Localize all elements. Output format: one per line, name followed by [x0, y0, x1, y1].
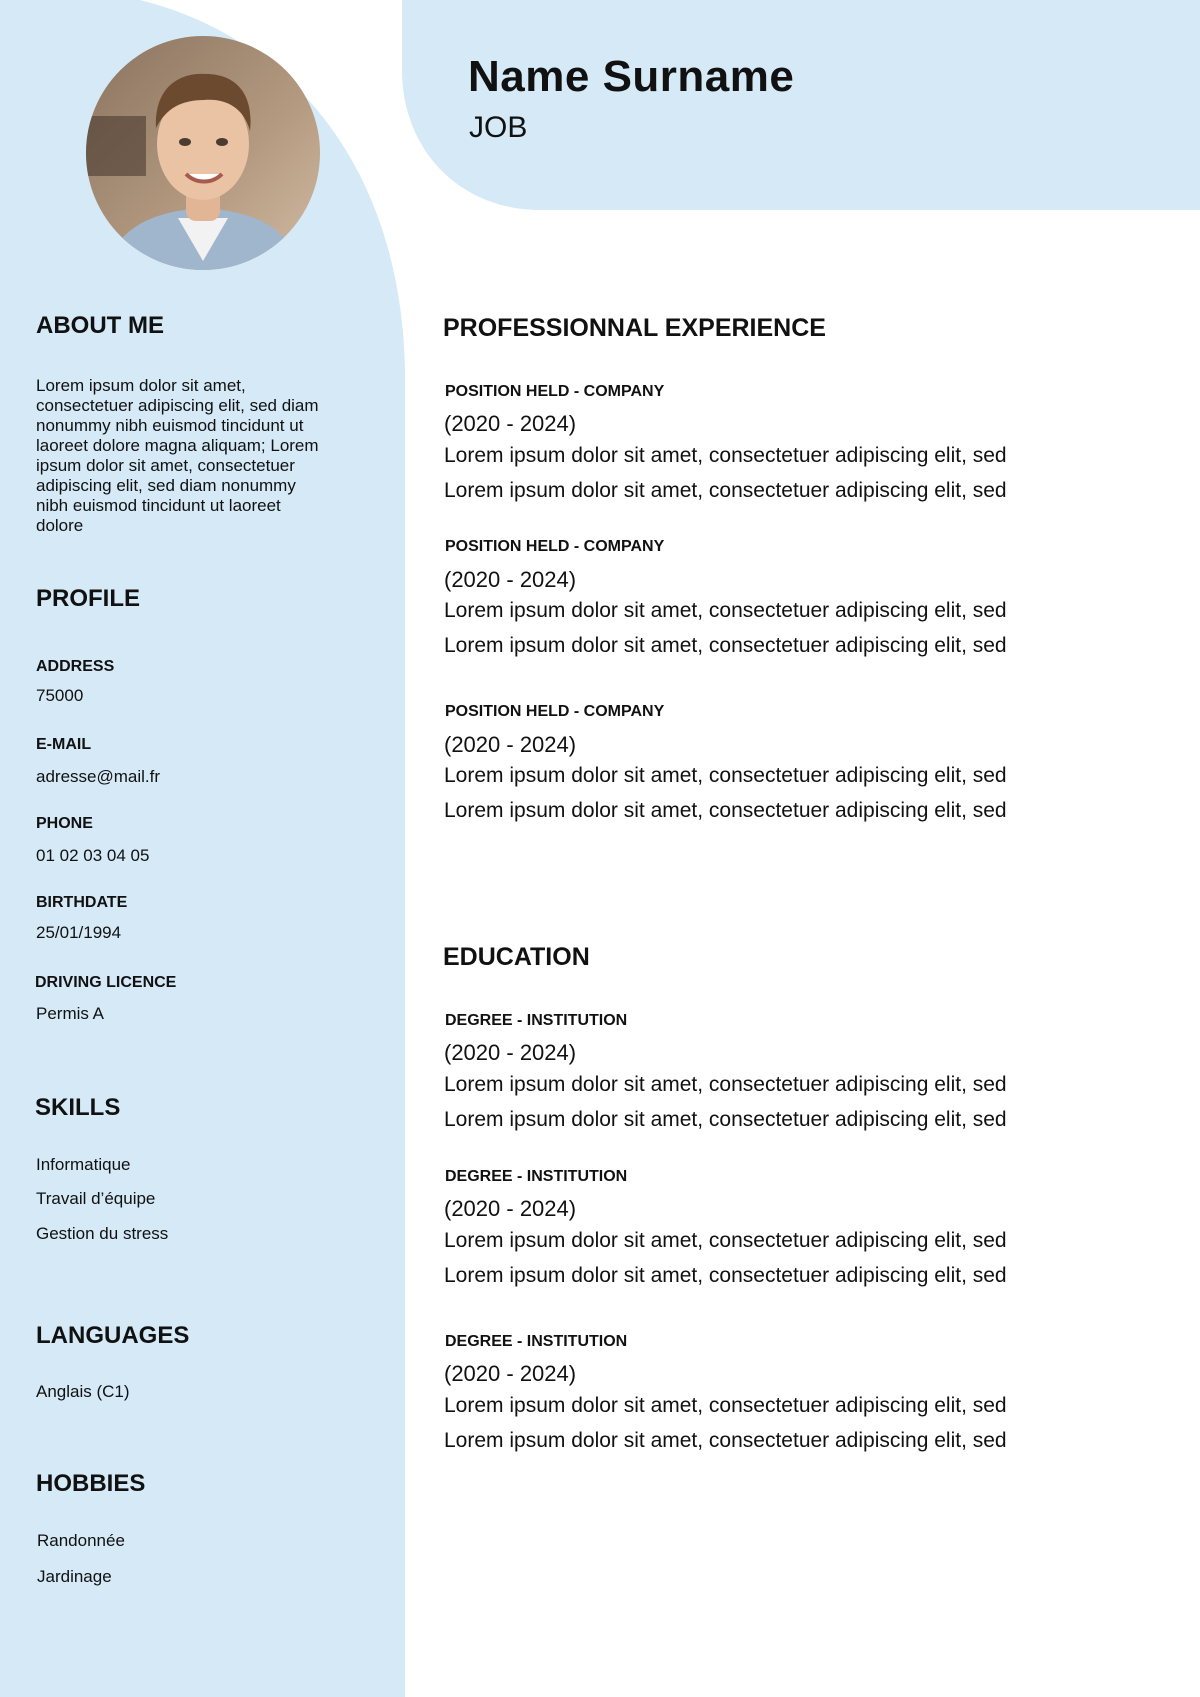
driving-licence-label: DRIVING LICENCE	[35, 974, 177, 991]
address-label: ADDRESS	[36, 658, 115, 675]
skills-heading: SKILLS	[35, 1094, 121, 1121]
driving-licence-value: Permis A	[36, 1004, 105, 1023]
candidate-name: Name Surname	[468, 52, 795, 101]
experience-entry-line: Lorem ipsum dolor sit amet, consectetuer adipiscing elit, sed	[444, 764, 1007, 787]
phone-value: 01 02 03 04 05	[36, 846, 150, 865]
languages-heading: LANGUAGES	[36, 1322, 190, 1349]
about-line: Lorem ipsum dolor sit amet,	[36, 376, 246, 395]
education-entry-date: (2020 - 2024)	[444, 1040, 577, 1065]
experience-entry-date: (2020 - 2024)	[444, 567, 577, 592]
education-entry-line: Lorem ipsum dolor sit amet, consectetuer adipiscing elit, sed	[444, 1264, 1007, 1287]
about-line: laoreet dolore magna aliquam; Lorem	[36, 436, 319, 455]
email-label: E-MAIL	[36, 736, 92, 753]
hobby-item: Jardinage	[37, 1567, 112, 1586]
job-title: JOB	[469, 111, 528, 144]
skill-item: Travail d’équipe	[36, 1189, 156, 1208]
language-item: Anglais (C1)	[36, 1382, 130, 1401]
birthdate-value: 25/01/1994	[36, 923, 122, 942]
about-heading: ABOUT ME	[36, 312, 164, 339]
avatar	[86, 36, 320, 270]
experience-entry-title: POSITION HELD - COMPANY	[445, 383, 665, 400]
education-entry-title: DEGREE - INSTITUTION	[445, 1012, 628, 1029]
education-entry-date: (2020 - 2024)	[444, 1196, 577, 1221]
hobby-item: Randonnée	[37, 1531, 125, 1550]
experience-entry-title: POSITION HELD - COMPANY	[445, 538, 665, 555]
address-value: 75000	[36, 686, 84, 705]
about-line: consectetuer adipiscing elit, sed diam	[36, 396, 319, 415]
phone-label: PHONE	[36, 815, 93, 832]
skill-item: Informatique	[36, 1155, 131, 1174]
about-text	[36, 376, 366, 536]
education-entry-line: Lorem ipsum dolor sit amet, consectetuer adipiscing elit, sed	[444, 1108, 1007, 1131]
about-line: nibh euismod tincidunt ut laoreet	[36, 496, 281, 515]
experience-entry-line: Lorem ipsum dolor sit amet, consectetuer adipiscing elit, sed	[444, 479, 1007, 502]
experience-entry-date: (2020 - 2024)	[444, 732, 577, 757]
about-line: ipsum dolor sit amet, consectetuer	[36, 456, 295, 475]
experience-entry-line: Lorem ipsum dolor sit amet, consectetuer adipiscing elit, sed	[444, 599, 1007, 622]
profile-heading: PROFILE	[36, 585, 141, 612]
header-panel	[402, 0, 1200, 210]
hobbies-heading: HOBBIES	[36, 1470, 146, 1497]
education-entry-date: (2020 - 2024)	[444, 1361, 577, 1386]
experience-entry-line: Lorem ipsum dolor sit amet, consectetuer adipiscing elit, sed	[444, 634, 1007, 657]
birthdate-label: BIRTHDATE	[36, 894, 128, 911]
experience-entry-line: Lorem ipsum dolor sit amet, consectetuer adipiscing elit, sed	[444, 799, 1007, 822]
education-entry-title: DEGREE - INSTITUTION	[445, 1333, 628, 1350]
education-entry-line: Lorem ipsum dolor sit amet, consectetuer adipiscing elit, sed	[444, 1229, 1007, 1252]
experience-heading: PROFESSIONNAL EXPERIENCE	[443, 314, 826, 342]
education-entry-line: Lorem ipsum dolor sit amet, consectetuer adipiscing elit, sed	[444, 1394, 1007, 1417]
education-entry-line: Lorem ipsum dolor sit amet, consectetuer adipiscing elit, sed	[444, 1073, 1007, 1096]
education-heading: EDUCATION	[443, 943, 590, 971]
skill-item: Gestion du stress	[36, 1224, 169, 1243]
email-value: adresse@mail.fr	[36, 767, 161, 786]
experience-entry-line: Lorem ipsum dolor sit amet, consectetuer adipiscing elit, sed	[444, 444, 1007, 467]
education-entry-title: DEGREE - INSTITUTION	[445, 1168, 628, 1185]
experience-entry-title: POSITION HELD - COMPANY	[445, 703, 665, 720]
education-entry-line: Lorem ipsum dolor sit amet, consectetuer adipiscing elit, sed	[444, 1429, 1007, 1452]
about-line: nonummy nibh euismod tincidunt ut	[36, 416, 304, 435]
about-line: dolore	[36, 516, 84, 535]
experience-entry-date: (2020 - 2024)	[444, 411, 577, 436]
about-line: adipiscing elit, sed diam nonummy	[36, 476, 296, 495]
